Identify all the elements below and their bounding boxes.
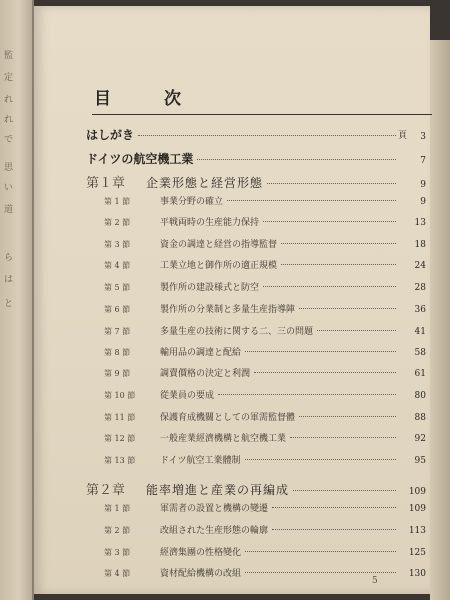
adjacent-page-char: 監: [4, 51, 14, 61]
entry-page: 109: [408, 487, 426, 497]
entry-title: 調賣價格の決定と利潤: [160, 369, 251, 379]
toc-entry-front: [86, 150, 426, 166]
entry-title: 改組された生産形態の輪廓: [160, 526, 269, 536]
page-column-header: 頁: [398, 131, 408, 141]
entry-number: 第 3 節: [104, 240, 131, 249]
toc-entry-front: [86, 126, 426, 142]
adjacent-page-char: れ: [4, 95, 14, 105]
entry-number: 第 10 節: [104, 391, 136, 400]
entry-page: 58: [414, 348, 426, 358]
toc-entry-section: [104, 410, 426, 426]
entry-page: 92: [414, 434, 426, 444]
entry-number: 第 2 節: [104, 526, 131, 535]
entry-number: 第 6 節: [104, 305, 131, 314]
entry-number: 第 9 節: [104, 369, 131, 378]
toc-entry-section: [104, 545, 426, 561]
entry-page: 18: [414, 240, 426, 250]
entry-page: 36: [414, 305, 426, 315]
entry-page: 7: [420, 156, 426, 166]
dot-leader: [281, 243, 396, 244]
entry-page: 24: [414, 261, 426, 271]
toc-entry-section: [104, 194, 426, 210]
dot-leader: [299, 308, 396, 309]
adjacent-page-char: ら: [4, 253, 14, 263]
entry-number: 第 1 節: [104, 197, 131, 206]
entry-title: 平戦両時の生産能力保持: [160, 218, 260, 228]
toc-entry-section: [104, 324, 426, 340]
entry-page: 3: [420, 132, 426, 142]
dot-leader: [245, 551, 396, 552]
entry-title: 事業分野の確立: [160, 197, 224, 207]
adjacent-page-char: い: [4, 183, 14, 193]
entry-page: 13: [414, 218, 426, 228]
entry-number: 第１章: [86, 176, 126, 191]
toc-entry-chapter: [86, 479, 426, 498]
toc-page: [34, 6, 430, 594]
dot-leader: [227, 200, 396, 201]
toc-entry-section: [104, 345, 426, 361]
entry-number: 第 4 節: [104, 569, 131, 578]
dot-leader: [267, 183, 396, 184]
adjacent-page-char: と: [4, 299, 14, 309]
entry-number: 第 13 節: [104, 456, 136, 465]
dot-leader: [218, 394, 396, 395]
dot-leader: [138, 135, 396, 136]
entry-page: 9: [420, 180, 426, 190]
adjacent-page-char: 道: [4, 205, 14, 215]
dot-leader: [272, 529, 396, 530]
entry-number: 第 4 節: [104, 261, 131, 270]
page-number: 5: [372, 576, 378, 586]
toc-entry-section: [104, 523, 426, 539]
dot-leader: [317, 330, 396, 331]
entry-title: 從業員の要成: [160, 391, 215, 401]
entry-page: 41: [414, 327, 426, 337]
entry-number: 第 12 節: [104, 434, 136, 443]
entry-title: 資金の調達と経営の指導監督: [160, 240, 278, 250]
entry-number: 第 11 節: [104, 413, 136, 422]
adjacent-page-char: 定: [4, 73, 14, 83]
adjacent-page-char: れ: [4, 115, 14, 125]
dot-leader: [290, 437, 396, 438]
page-title: 目 次: [94, 89, 199, 109]
toc-entry-section: [104, 302, 426, 318]
dot-leader: [197, 159, 396, 160]
dot-leader: [272, 507, 396, 508]
entry-page: 125: [408, 548, 426, 558]
entry-number: 第 7 節: [104, 327, 131, 336]
toc-entry-section: [104, 366, 426, 382]
entry-title: 一般産業經濟機構と航空機工業: [160, 434, 287, 444]
dot-leader: [245, 459, 396, 460]
toc-entry-chapter: [86, 172, 426, 191]
entry-title: 資材配給機構の改組: [160, 569, 242, 579]
entry-number: 第２章: [86, 483, 126, 498]
entry-title: 保護育成機關としての軍需監督體: [160, 413, 296, 423]
toc-entry-section: [104, 431, 426, 447]
entry-title: ドイツ航空工業體制: [160, 456, 241, 466]
entry-title: 軍需者の設置と機構の變遷: [160, 504, 269, 514]
entry-title: 企業形態と経営形態: [146, 176, 264, 190]
entry-page: 95: [414, 456, 426, 466]
entry-page: 9: [420, 197, 426, 207]
adjacent-page-edge: [0, 0, 34, 600]
entry-title: 輸用品の調達と配給: [160, 348, 242, 358]
entry-page: 109: [408, 504, 426, 514]
toc-entry-section: [104, 388, 426, 404]
entry-title: 能率増進と産業の再編成: [146, 483, 290, 497]
book-edge: [430, 40, 450, 600]
entry-number: 第 3 節: [104, 548, 131, 557]
dot-leader: [245, 572, 396, 573]
entry-title: 經濟集團の性格變化: [160, 548, 242, 558]
entry-title: 多量生産の技術に関する二、三の問題: [160, 327, 314, 337]
toc-entry-section: [104, 258, 426, 274]
entry-page: 88: [414, 413, 426, 423]
dot-leader: [254, 372, 396, 373]
entry-title: 製作所の建設様式と防空: [160, 283, 260, 293]
toc-entry-section: [104, 453, 426, 469]
entry-number: 第 5 節: [104, 283, 131, 292]
title-rule: [92, 114, 432, 115]
adjacent-page-char: 思: [4, 163, 14, 173]
entry-page: 130: [408, 569, 426, 579]
entry-number: 第 2 節: [104, 218, 131, 227]
entry-page: 113: [408, 526, 426, 536]
dot-leader: [299, 416, 396, 417]
toc-entry-section: [104, 501, 426, 517]
entry-title: 工業立地と御作所の適正規模: [160, 261, 278, 271]
toc-entry-section: [104, 280, 426, 296]
entry-number: 第 1 節: [104, 504, 131, 513]
entry-title: はしがき: [86, 128, 135, 142]
dot-leader: [293, 490, 396, 491]
dot-leader: [245, 351, 396, 352]
dot-leader: [281, 264, 396, 265]
adjacent-page-char: は: [4, 275, 14, 285]
entry-number: 第 8 節: [104, 348, 131, 357]
dot-leader: [263, 286, 396, 287]
toc-entry-section: [104, 237, 426, 253]
entry-page: 28: [414, 283, 426, 293]
entry-page: 61: [414, 369, 426, 379]
entry-page: 80: [414, 391, 426, 401]
dot-leader: [263, 221, 396, 222]
toc-entry-section: [104, 215, 426, 231]
entry-title: 製作所の分業制と多量生産指導陣: [160, 305, 296, 315]
adjacent-page-char: で: [4, 135, 14, 145]
entry-title: ドイツの航空機工業: [86, 152, 194, 166]
